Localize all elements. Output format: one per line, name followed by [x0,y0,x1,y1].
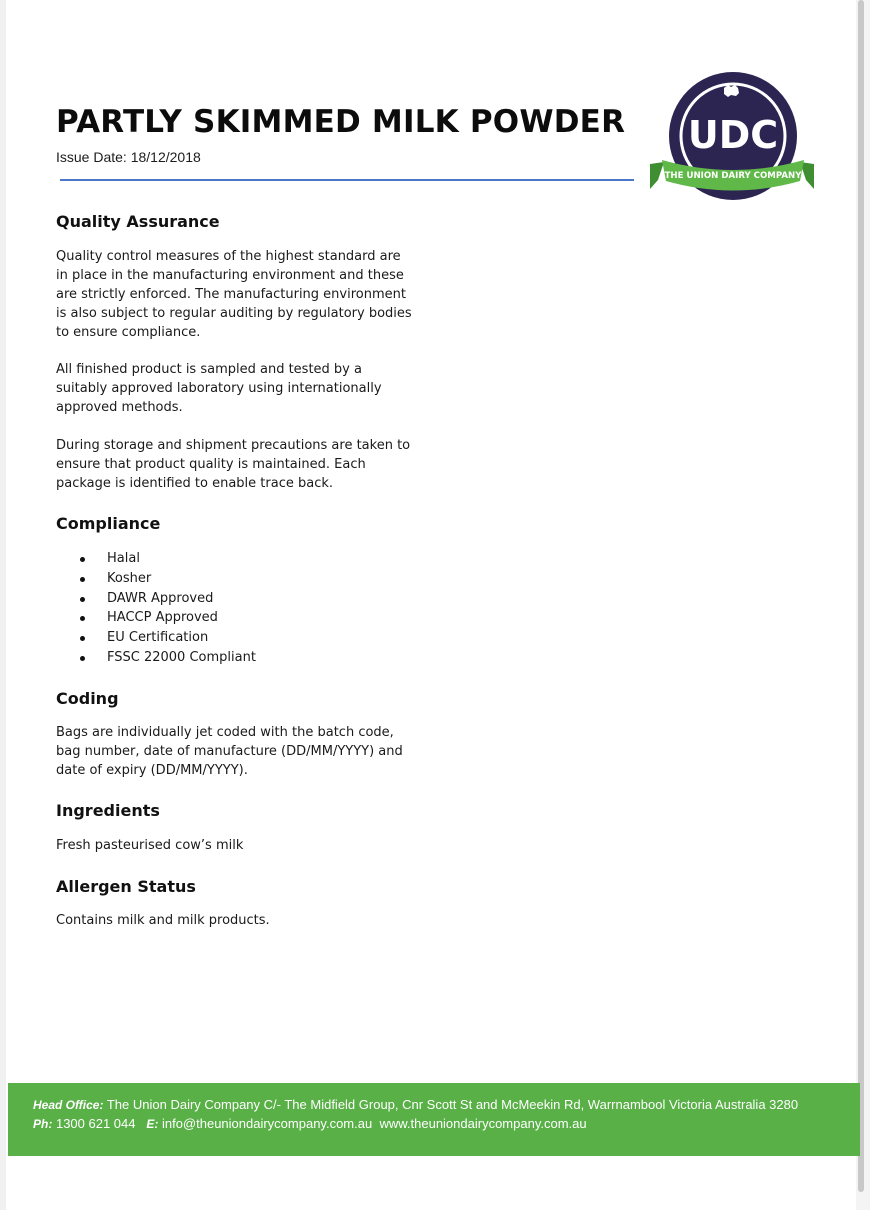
allergen-heading: Allergen Status [56,877,196,896]
compliance-item-label: FSSC 22000 Compliant [107,649,256,665]
allergen-paragraph: Contains milk and milk products. [56,913,270,928]
bullet-icon [80,616,85,621]
quality-paragraph-3: During storage and shipment precautions are taken to ensure that product quality is maintained. Each package is identified to enable trace back. [56,438,411,491]
compliance-list [80,549,256,668]
footer-contact-line [33,1116,587,1131]
logo-banner-text: THE UNION DAIRY COMPANY [664,171,802,181]
list-item [80,648,256,668]
website-link[interactable]: www.theuniondairycompany.com.au [379,1116,587,1131]
logo-monogram: UDC [687,113,779,157]
scrollbar[interactable] [856,0,870,1210]
list-item [80,569,256,589]
quality-paragraph-2: All finished product is sampled and tested by a suitably approved laboratory using internationally approved methods. [56,362,382,415]
quality-assurance-heading: Quality Assurance [56,212,220,231]
compliance-item-label: EU Certification [107,630,209,646]
compliance-item-label: HACCP Approved [107,610,218,626]
footer-bar [8,1083,860,1156]
list-item [80,608,256,628]
udc-logo [648,68,816,204]
compliance-item-label: Kosher [107,570,152,586]
title-divider [60,179,634,181]
bullet-icon [80,597,85,602]
banner-tail-left [650,162,664,189]
issue-date: Issue Date: 18/12/2018 [56,149,201,165]
compliance-item-label: Halal [107,551,140,566]
ingredients-paragraph: Fresh pasteurised cow’s milk [56,838,244,853]
email-link[interactable]: info@theuniondairycompany.com.au [161,1116,373,1131]
head-office-label: Head Office: [33,1098,104,1112]
list-item [80,589,256,609]
document-title: PARTLY SKIMMED MILK POWDER [56,104,626,140]
page-edge [0,0,6,1210]
footer-address-line [33,1097,798,1112]
compliance-item-label: DAWR Approved [107,590,214,606]
list-item [80,549,256,569]
coding-heading: Coding [56,689,119,708]
bullet-icon [80,636,85,641]
phone-number: 1300 621 044 [55,1116,136,1131]
quality-paragraph-1: Quality control measures of the highest standard are in place in the manufacturing environment and these are strictly enforced. The manufacturing environment is also subject to regular auditing by regulatory bodies to ensure compliance. [56,249,412,340]
compliance-heading: Compliance [56,514,161,533]
coding-paragraph: Bags are individually jet coded with the batch code, bag number, date of manufacture (DD/MM/YYYY) and date of expiry (DD/MM/YYYY). [56,725,403,778]
bullet-icon [80,656,85,661]
bullet-icon [80,557,85,562]
ingredients-heading: Ingredients [56,801,160,820]
bullet-icon [80,577,85,582]
list-item [80,628,256,648]
email-label: E: [146,1117,159,1131]
phone-label: Ph: [33,1117,53,1131]
scrollbar-thumb[interactable] [858,0,864,1192]
head-office-address: The Union Dairy Company C/- The Midfield Group, Cnr Scott St and McMeekin Rd, Warrnambool Victoria Australia 3280 [106,1097,799,1112]
